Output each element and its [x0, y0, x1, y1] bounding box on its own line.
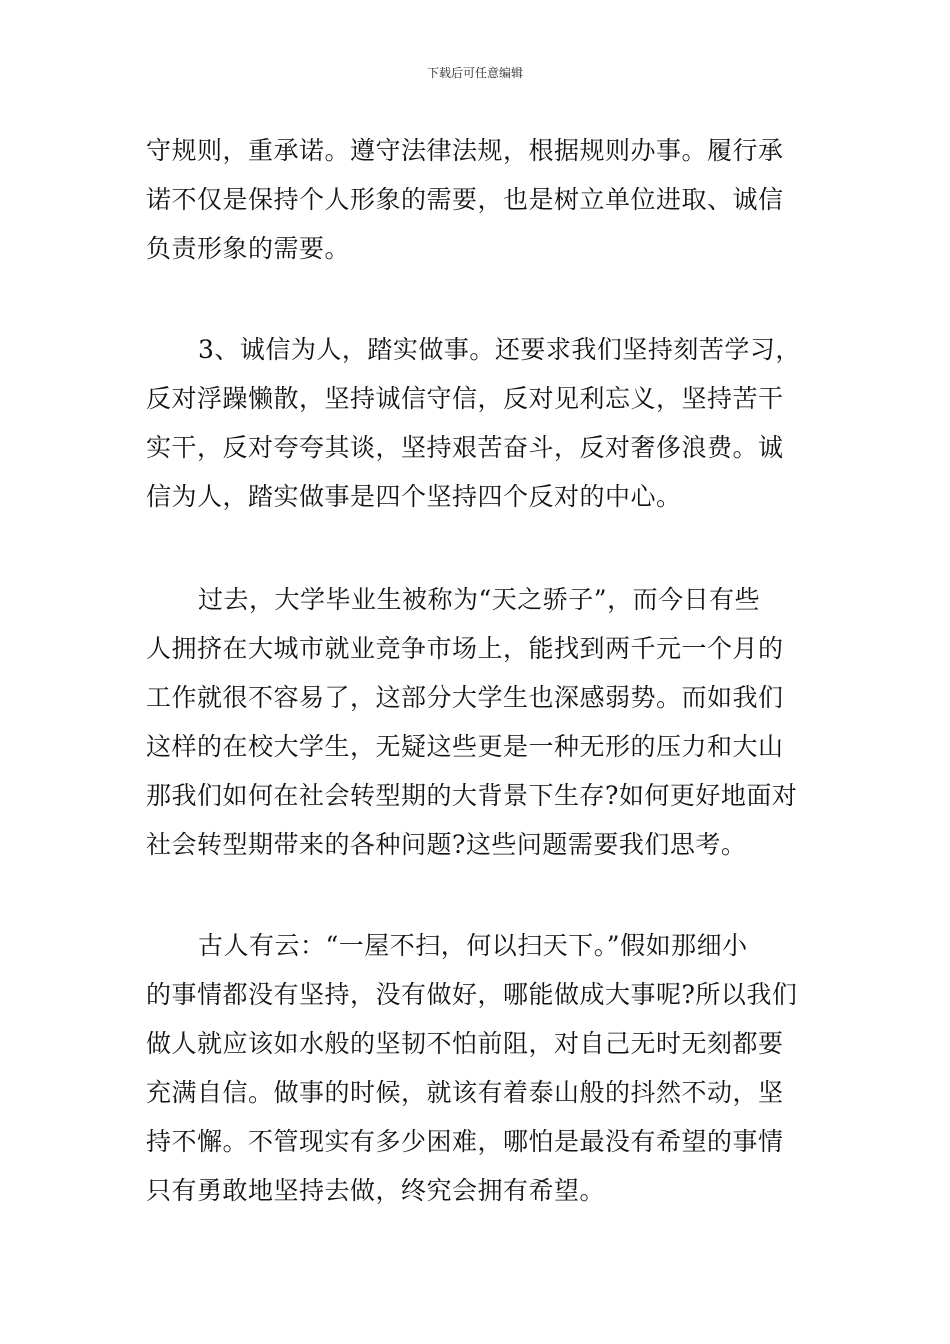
paragraph-2 — [146, 325, 808, 521]
paragraph-line: 的事情都没有坚持，没有做好，哪能做成大事呢?所以我们 — [146, 980, 798, 1009]
paragraph-line: 守规则，重承诺。遵守法律法规，根据规则办事。履行承 — [146, 136, 784, 165]
paragraph-line: 充满自信。做事的时候，就该有着泰山般的抖然不动，坚 — [146, 1078, 784, 1107]
paragraph-line: 实干，反对夸夸其谈，坚持艰苦奋斗，反对奢侈浪费。诚 — [146, 433, 784, 462]
paragraph-line: 只有勇敢地坚持去做，终究会拥有希望。 — [146, 1176, 606, 1205]
paragraph-line: 人拥挤在大城市就业竞争市场上，能找到两千元一个月的 — [146, 634, 784, 663]
paragraph-3 — [146, 575, 808, 869]
paragraph-4 — [146, 921, 808, 1215]
paragraph-line: 这样的在校大学生，无疑这些更是一种无形的压力和大山 — [146, 732, 784, 761]
paragraph-line: 那我们如何在社会转型期的大背景下生存?如何更好地面对 — [146, 781, 798, 810]
paragraph-line: 持不懈。不管现实有多少困难，哪怕是最没有希望的事情 — [146, 1127, 784, 1156]
paragraph-line: 3、诚信为人，踏实做事。还要求我们坚持刻苦学习， — [198, 335, 801, 364]
paragraph-line: 反对浮躁懒散，坚持诚信守信，反对见利忘义，坚持苦干 — [146, 384, 784, 413]
paragraph-line: 工作就很不容易了，这部分大学生也深感弱势。而如我们 — [146, 683, 784, 712]
paragraph-line: 过去，大学毕业生被称为“天之骄子”，而今日有些 — [198, 585, 761, 614]
paragraph-line: 古人有云：“一屋不扫，何以扫天下。”假如那细小 — [198, 931, 748, 960]
paragraph-line: 做人就应该如水般的坚韧不怕前阻，对自己无时无刻都要 — [146, 1029, 784, 1058]
paragraph-line: 社会转型期带来的各种问题?这些问题需要我们思考。 — [146, 830, 747, 859]
paragraph-line: 诺不仅是保持个人形象的需要，也是树立单位进取、诚信 — [146, 185, 784, 214]
paragraph-line: 信为人，踏实做事是四个坚持四个反对的中心。 — [146, 482, 682, 511]
paragraph-1 — [146, 126, 808, 273]
page-header-note: 下载后可任意编辑 — [426, 66, 523, 80]
paragraph-line: 负责形象的需要。 — [146, 234, 351, 263]
